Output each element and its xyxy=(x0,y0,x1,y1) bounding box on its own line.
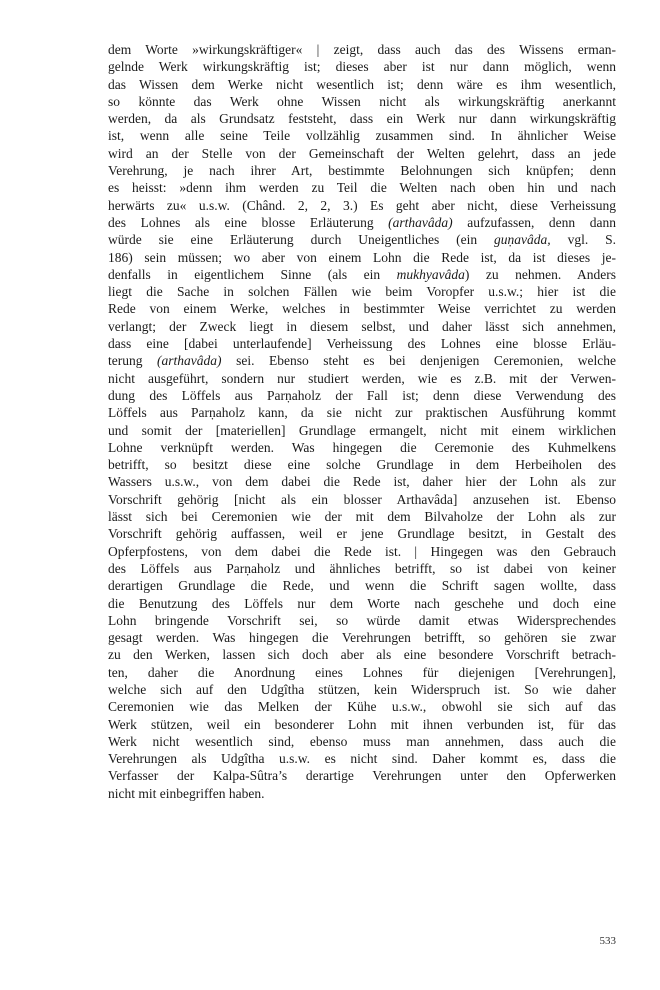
text-line: betrifft, so besitzt diese eine solche Grundlage in dem Herbeiholen des xyxy=(108,457,616,473)
text-line: die Benutzung des Löffels nur dem Worte nach geschehe und doch eine xyxy=(108,595,616,611)
text-line: herwärts zu« u.s.w. (Chând. 2, 2, 3.) Es geht aber nicht, diese Verheissung xyxy=(108,197,616,213)
text-line: würde sie eine Erläuterung durch Uneigentliches (ein guṇavâda, vgl. S. xyxy=(108,232,617,248)
text-line: denfalls in eigentlichem Sinne (als ein mukhyavâda) zu nehmen. Anders xyxy=(108,266,616,282)
text-line: es heisst: »denn ihm werden zu Teil die Welten nach oben hin und nach xyxy=(108,180,616,196)
text-line: ten, daher die Anordnung eines Lohnes für diejenigen [Verehrungen], xyxy=(108,664,616,680)
text-line: Löffels aus Parṇaholz kann, da sie nicht zur praktischen Ausführung kommt xyxy=(108,405,616,421)
text-line: werden, da als Grundsatz feststeht, dass ein Werk nur dann wirkungskräftig xyxy=(108,111,616,127)
text-line: Rede von einem Werke, welches in bestimmter Weise verrichtet zu werden xyxy=(108,301,616,317)
text-line: terung (arthavâda) sei. Ebenso steht es bei denjenigen Ceremonien, welche xyxy=(108,353,616,369)
text-line: dem Worte »wirkungskräftiger« | zeigt, dass auch das des Wissens erman- xyxy=(108,42,616,57)
text-line: zu den Werken, lassen sich doch aber als eine besondere Vorschrift betrach- xyxy=(108,647,616,663)
text-line: Verehrung, je nach ihrer Art, bestimmte Belohnungen sich knüpfen; denn xyxy=(108,163,616,179)
text-line: so könnte das Werk ohne Wissen nicht als wirkungskräftig anerkannt xyxy=(108,93,616,109)
text-line: Ceremonien wie das Melken der Kühe u.s.w., obwohl sie sich auf das xyxy=(108,699,616,715)
text-line: welche sich auf den Udgîtha stützen, kein Widerspruch ist. So wie daher xyxy=(108,681,616,697)
text-line: Vorschrift gehörig auffassen, weil er jene Grundlage besitzt, in Gestalt des xyxy=(108,526,616,542)
text-line: liegt die Sache in solchen Fällen wie beim Voropfer u.s.w.; hier ist die xyxy=(108,284,616,300)
text-line: des Löffels aus Parṇaholz und ähnliches betrifft, so ist dabei von keiner xyxy=(108,560,616,576)
text-line: gesagt werden. Was hingegen die Verehrungen betrifft, so gehören sie zwar xyxy=(108,630,616,646)
text-line: Verehrungen als Udgîtha u.s.w. es nicht sind. Daher kommt es, dass die xyxy=(108,751,616,767)
text-line: und somit der [materiellen] Grundlage ermangelt, nicht mit einem wirklichen xyxy=(108,422,616,438)
text-line: des Lohnes als eine blosse Erläuterung (arthavâda) aufzufassen, denn dann xyxy=(108,214,616,230)
text-line: dass eine [dabei unterlaufende] Verheissung des Lohnes eine blosse Erläu- xyxy=(108,336,616,352)
text-line: ist, wenn alle seine Teile vollzählig zusammen sind. In ähnlicher Weise xyxy=(108,128,616,144)
text-line: derartigen Grundlage die Rede, und wenn die Schrift sagen wollte, dass xyxy=(108,578,616,594)
text-line: Verfasser der Kalpa-Sûtra’s derartige Verehrungen unter den Opferwerken xyxy=(108,768,616,784)
text-line: Opferpfostens, von dem dabei die Rede ist. | Hingegen was den Gebrauch xyxy=(108,543,616,559)
page-number: 533 xyxy=(599,935,616,947)
body-text xyxy=(108,41,616,802)
text-line: verlangt; der Zweck liegt in diesem selbst, und daher lässt sich annehmen, xyxy=(108,318,616,334)
text-line: nicht ausgeführt, sondern nur studiert werden, wie es z.B. mit der Verwen- xyxy=(108,370,616,386)
text-line: Wassers u.s.w., von dem dabei die Rede ist, daher hier der Lohn als zur xyxy=(108,474,616,490)
text-line: 186) sein müssen; wo aber von einem Lohn die Rede ist, da ist dieses je- xyxy=(108,249,616,265)
text-line: gelnde Werk wirkungskräftig ist; dieses aber ist nur dann möglich, wenn xyxy=(108,59,616,75)
text-line: das Wissen dem Werke nicht wesentlich ist; denn wäre es ihm wesentlich, xyxy=(108,76,616,92)
text-line: Lohn bringende Vorschrift sei, so würde damit etwas Widersprechendes xyxy=(108,612,616,628)
text-line: nicht mit einbegriffen haben. xyxy=(108,785,265,801)
text-line: Vorschrift gehörig [nicht als ein blosser Arthavâda] anzusehen ist. Ebenso xyxy=(108,491,616,507)
text-line: dung des Löffels aus Parṇaholz der Fall ist; denn diese Verwendung des xyxy=(108,387,616,403)
text-line: Werk nicht wesentlich sind, ebenso muss man annehmen, dass auch die xyxy=(108,733,616,749)
text-line: Lohne verknüpft werden. Was hingegen die Ceremonie des Kuhmelkens xyxy=(108,439,616,455)
text-line: wird an der Stelle von der Gemeinschaft der Welten gelehrt, dass an jede xyxy=(108,145,616,161)
text-line: lässt sich bei Ceremonien wie der mit dem Bilvaholze der Lohn als zur xyxy=(108,509,616,525)
text-line: Werk stützen, weil ein besonderer Lohn mit ihnen verbunden ist, für das xyxy=(108,716,616,732)
